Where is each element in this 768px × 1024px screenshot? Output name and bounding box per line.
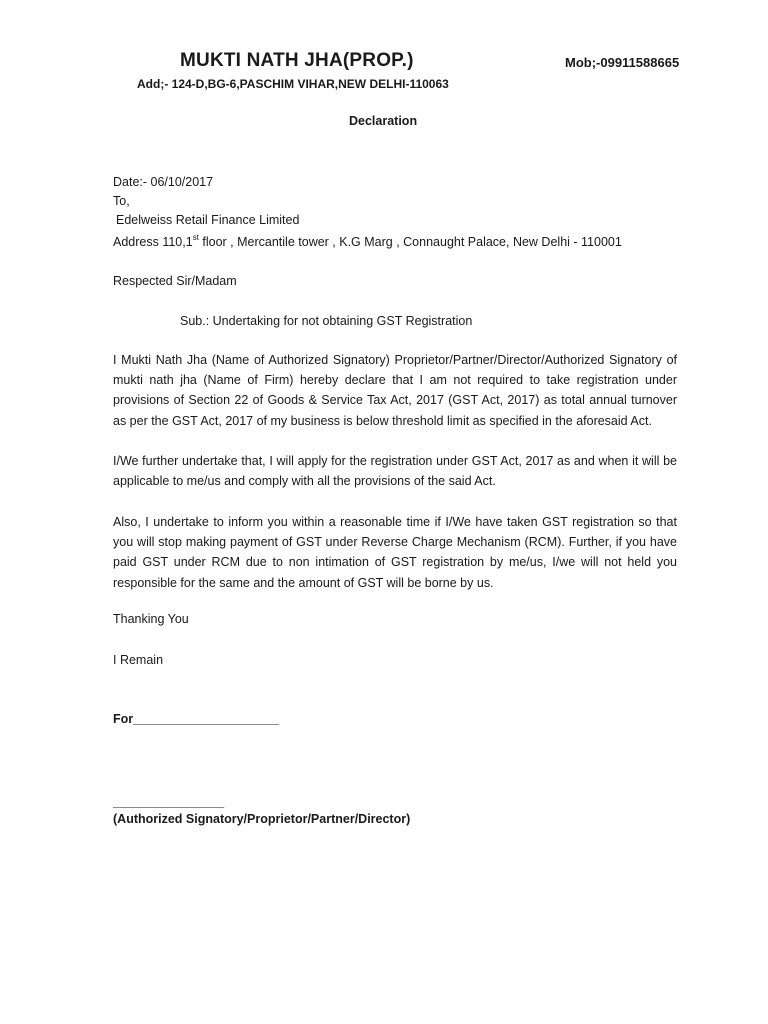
address-prefix: Address 110,1 [113, 235, 193, 250]
declaration-paragraph-3: Also, I undertake to inform you within a reasonable time if I/We have taken GST registration so that you will stop making payment of GST under Reverse Charge Mechanism (RCM). Further, if you have paid GST under RCM due to non intimation of GST registration by me/us, I/we will not held you responsible for the same and the amount of GST will be borne by us. [113, 515, 677, 590]
thanking-you: Thanking You [113, 612, 189, 626]
recipient-address [113, 234, 622, 249]
letter-date: Date:- 06/10/2017 [113, 175, 214, 189]
proprietor-name: MUKTI NATH JHA(PROP.) [180, 50, 414, 71]
salutation: Respected Sir/Madam [113, 274, 237, 288]
letterhead-address: Add;- 124-D,BG-6,PASCHIM VIHAR,NEW DELHI-110063 [137, 77, 449, 91]
mobile-number: Mob;-09911588665 [565, 55, 680, 70]
declaration-paragraph-2: I/We further undertake that, I will apply for the registration under GST Act, 2017 as and when it will be applicable to me/us and comply with all the provisions of the said Act. [113, 454, 677, 489]
for-signature-field: For_____________________ [113, 712, 280, 726]
address-suffix: floor , Mercantile tower , K.G Marg , Connaught Palace, New Delhi - 110001 [198, 235, 622, 250]
i-remain: I Remain [113, 653, 164, 667]
signatory-title: (Authorized Signatory/Proprietor/Partner/Director) [113, 812, 411, 826]
document-title: Declaration [349, 114, 418, 128]
declaration-paragraph-1: I Mukti Nath Jha (Name of Authorized Signatory) Proprietor/Partner/Director/Authorized Signatory of mukti nath jha (Name of Firm) hereby declare that I am not required to take registration under provisions of Section 22 of Goods & Service Tax Act, 2017 (GST Act, 2017) as total annual turnover as per the GST Act, 2017 of my business is below threshold limit as specified in the aforesaid Act. [113, 353, 677, 428]
address-superscript: st [192, 233, 199, 242]
subject-line: Sub.: Undertaking for not obtaining GST Registration [180, 314, 473, 328]
recipient-name: Edelweiss Retail Finance Limited [116, 213, 300, 227]
to-label: To, [113, 194, 130, 208]
signature-line: ________________ [113, 795, 225, 809]
